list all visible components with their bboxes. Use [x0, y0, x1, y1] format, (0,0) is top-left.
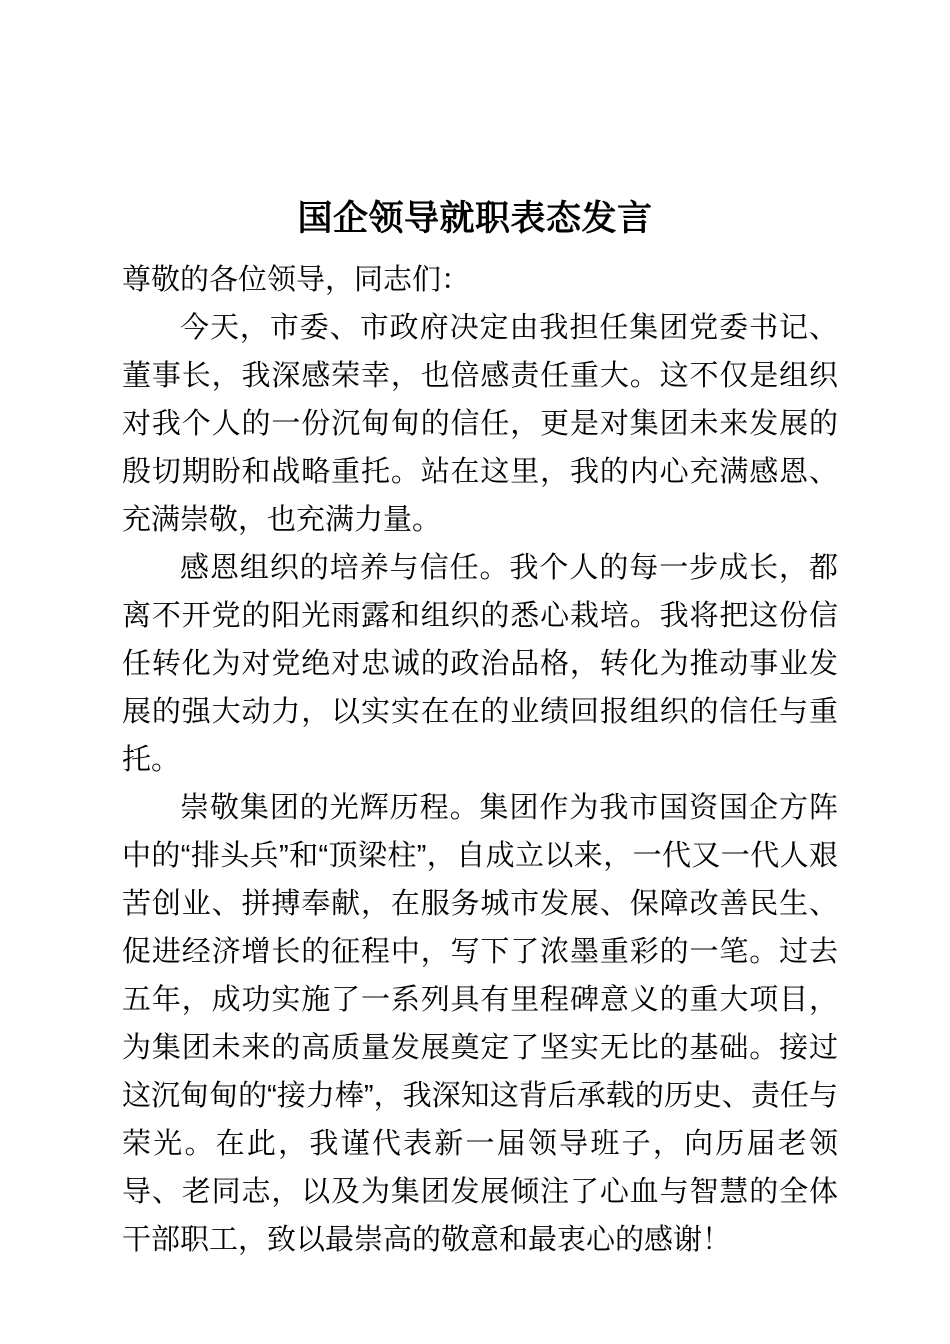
- document-body: [122, 256, 838, 1264]
- body-paragraph-2: 感恩组织的培养与信任。我个人的每一步成长，都离不开党的阳光雨露和组织的悉心栽培。我将把这份信任转化为对党绝对忠诚的政治品格，转化为推动事业发展的强大动力，以实实在在的业绩回报组织的信任与重托。: [122, 552, 838, 776]
- body-paragraph-1: 今天，市委、市政府决定由我担任集团党委书记、董事长，我深感荣幸，也倍感责任重大。这不仅是组织对我个人的一份沉甸甸的信任，更是对集团未来发展的殷切期盼和战略重托。站在这里，我的内心充满感恩、充满崇敬，也充满力量。: [122, 312, 838, 536]
- body-paragraph-3: 崇敬集团的光辉历程。集团作为我市国资国企方阵中的“排头兵”和“顶梁柱”，自成立以来，一代又一代人艰苦创业、拼搏奉献，在服务城市发展、保障改善民生、促进经济增长的征程中，写下了浓墨重彩的一笔。过去五年，成功实施了一系列具有里程碑意义的重大项目，为集团未来的高质量发展奠定了坚实无比的基础。接过这沉甸甸的“接力棒”，我深知这背后承载的历史、责任与荣光。在此，我谨代表新一届领导班子，向历届老领导、老同志，以及为集团发展倾注了心血与智慧的全体干部职工，致以最崇高的敬意和最衷心的感谢！: [122, 792, 838, 1256]
- page-title: 国企领导就职表态发言: [297, 199, 653, 239]
- salutation-line: 尊敬的各位领导，同志们：: [122, 264, 471, 296]
